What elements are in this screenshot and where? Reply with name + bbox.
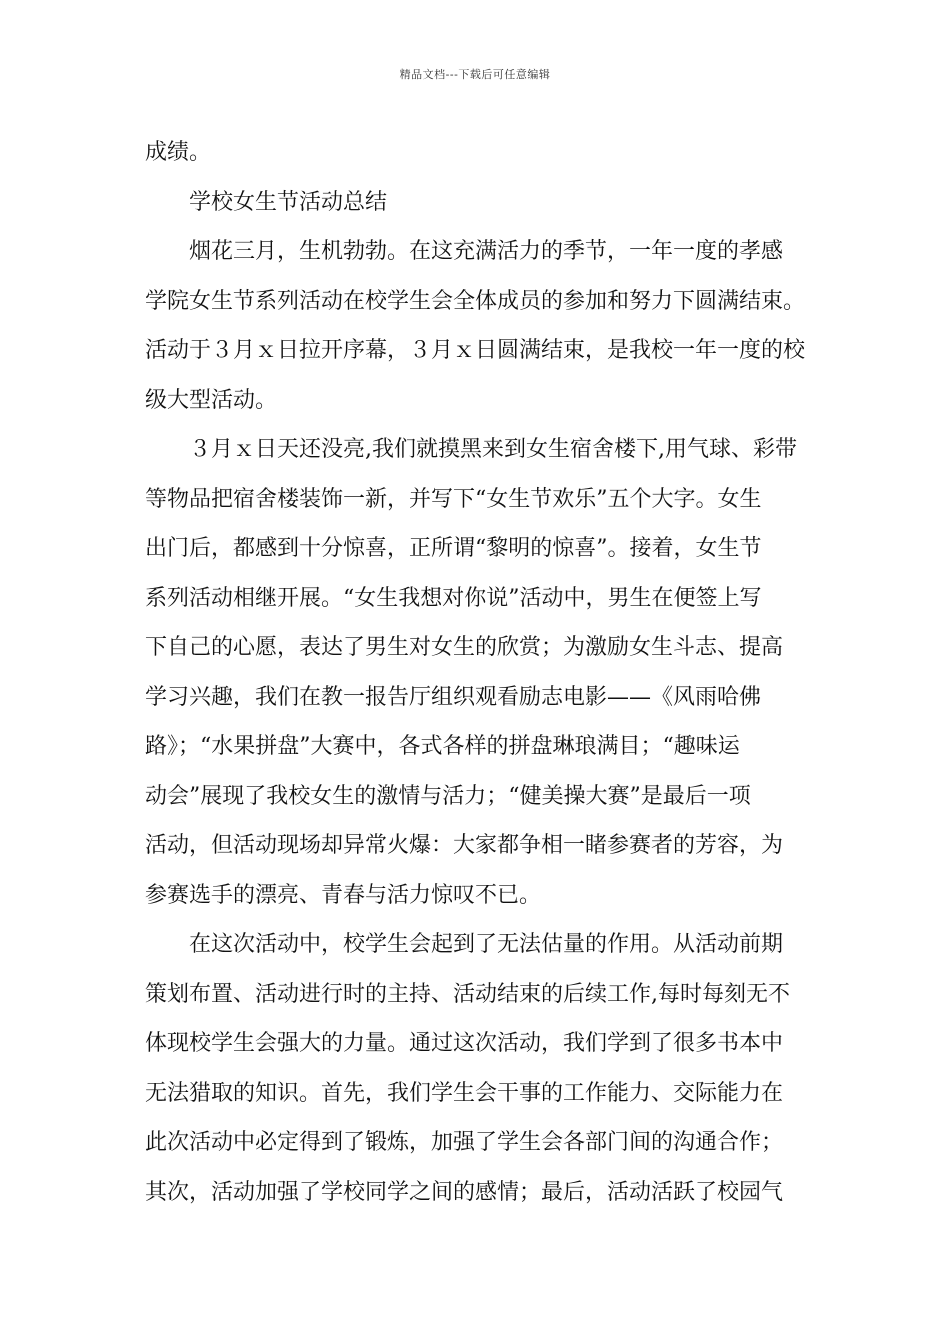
text-line: 等物品把宿舍楼装饰一新，并写下“女生节欢乐”五个大字。女生 xyxy=(145,486,762,512)
text-line: 活动，但活动现场却异常火爆：大家都争相一睹参赛者的芳容，为 xyxy=(145,833,784,858)
section-title: 学校女生节活动总结 xyxy=(189,189,388,215)
document-body xyxy=(145,128,810,1217)
text-line: 活动于３月ｘ日拉开序幕，３月ｘ日圆满结束，是我校一年一度的校 xyxy=(145,338,806,363)
text-line: 在这次活动中，校学生会起到了无法估量的作用。从活动前期 xyxy=(189,932,784,957)
text-line: 烟花三月，生机勃勃。在这充满活力的季节，一年一度的孝感 xyxy=(189,239,784,264)
text-line: 路》；“水果拼盘”大赛中，各式各样的拼盘琳琅满目；“趣味运 xyxy=(145,734,740,759)
text-line: 无法猎取的知识。首先，我们学生会干事的工作能力、交际能力在 xyxy=(145,1080,784,1106)
page-header: 精品文档---下载后可任意编辑 xyxy=(399,68,551,81)
text-line: 学院女生节系列活动在校学生会全体成员的参加和努力下圆满结束。 xyxy=(145,288,806,314)
text-line: 系列活动相继开展。“女生我想对你说”活动中，男生在便签上写 xyxy=(145,585,762,611)
text-line: 策划布置、活动进行时的主持、活动结束的后续工作,每时每刻无不 xyxy=(145,981,790,1007)
text-line: 体现校学生会强大的力量。通过这次活动，我们学到了很多书本中 xyxy=(145,1031,784,1056)
text-line: 此次活动中必定得到了锻炼，加强了学生会各部门间的沟通合作； xyxy=(145,1130,784,1155)
text-line: 级大型活动。 xyxy=(145,387,278,413)
text-line: 出门后，都感到十分惊喜，正所谓“黎明的惊喜”。接着，女生节 xyxy=(145,536,762,561)
text-line: 学习兴趣，我们在教一报告厅组织观看励志电影——《风雨哈佛 xyxy=(145,684,762,710)
text-line: 下自己的心愿，表达了男生对女生的欣赏；为激励女生斗志、提高 xyxy=(145,635,784,660)
text-line: 其次，活动加强了学校同学之间的感情；最后，活动活跃了校园气 xyxy=(145,1179,784,1205)
text-line: 成绩。 xyxy=(145,140,212,165)
text-line: ３月ｘ日天还没亮,我们就摸黑来到女生宿舍楼下,用气球、彩带 xyxy=(189,437,797,462)
text-line: 参赛选手的漂亮、青春与活力惊叹不已。 xyxy=(145,882,542,908)
text-line: 动会”展现了我校女生的激情与活力；“健美操大赛”是最后一项 xyxy=(145,783,751,809)
